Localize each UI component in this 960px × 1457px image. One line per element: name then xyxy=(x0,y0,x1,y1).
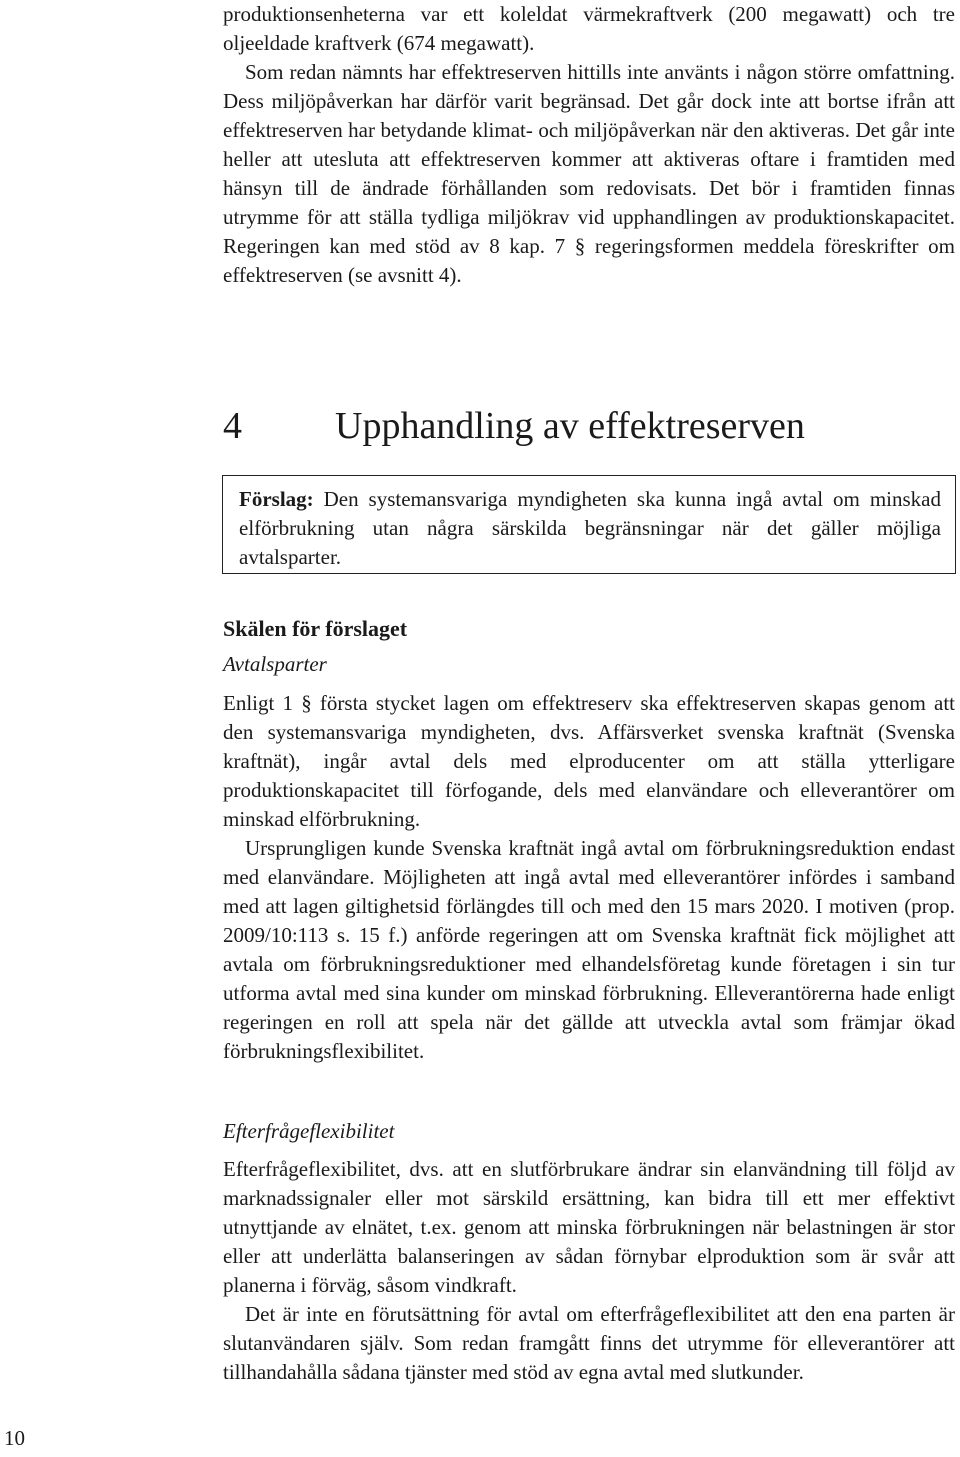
paragraph: Det är inte en förutsättning för avtal om efterfrågeflexibilitet att den ena parten är slutanvändaren själv. Som redan framgått finns det utrymme för elleverantörer att tillhandahålla sådana tjänster med stöd av egna avtal med slutkunder. xyxy=(223,1302,955,1384)
continued-text xyxy=(223,0,955,290)
paragraph: Som redan nämnts har effektreserven hittills inte använts i någon större omfattning. Dess miljöpåverkan har därför varit begränsad. Det går dock inte att bortse ifrån att effektreserven har betydande klimat- och miljöpåverkan när den aktiveras. Det går inte heller att utesluta att effektreserven kommer att aktiveras oftare i framtiden med hänsyn till de ändrade förhållanden som redovisats. Det bör i framtiden finnas utrymme för att ställa tydliga miljökrav vid upphandlingen av produktionskapacitet. Regeringen kan med stöd av 8 kap. 7 § regeringsformen meddela föreskrifter om effektreserven (se avsnitt 4). xyxy=(223,60,955,287)
proposal-body: Den systemansvariga myndigheten ska kunna ingå avtal om minskad elförbrukning utan några särskilda begränsningar när det gäller möjliga avtalsparter. xyxy=(239,487,941,569)
page-number: 10 xyxy=(4,1426,25,1450)
subheading-efterfrageflexibilitet: Efterfrågeflexibilitet xyxy=(223,1119,395,1143)
reasons-heading: Skälen för förslaget xyxy=(223,616,408,641)
section-number: 4 xyxy=(223,405,242,447)
paragraph: Ursprungligen kunde Svenska kraftnät ingå avtal om förbrukningsreduktion endast med elanvändare. Möjligheten att ingå avtal med elleverantörer infördes i samband med att lagen giltighetsid förlängdes till och med den 15 mars 2020. I motiven (prop. 2009/10:113 s. 15 f.) anförde regeringen att om Svenska kraftnät fick möjlighet att avtala om förbrukningsreduktioner med elhandelsföretag kunde företagen i sin tur utforma avtal med sina kunder om minskad förbrukning. Elleverantörerna hade enligt regeringen en roll att spela när det gällde att utveckla avtal som främjar ökad förbrukningsflexibilitet. xyxy=(223,836,955,1063)
paragraph: produktionsenheterna var ett koleldat värmekraftverk (200 megawatt) och tre oljeeldade kraftverk (674 megawatt). xyxy=(223,2,955,55)
section-title: Upphandling av effektreserven xyxy=(335,405,805,447)
proposal-box xyxy=(222,475,956,574)
section-avtalsparter xyxy=(223,689,955,1066)
paragraph: Enligt 1 § första stycket lagen om effektreserv ska effektreserven skapas genom att den systemansvariga myndigheten, dvs. Affärsverket svenska kraftnät (Svenska kraftnät), ingår avtal dels med elproducenter om att ställa ytterligare produktionskapacitet till förfogande, dels med elanvändare och elleverantörer om minskad elförbrukning. xyxy=(223,691,955,831)
section-efterfrageflexibilitet xyxy=(223,1155,955,1387)
paragraph: Efterfrågeflexibilitet, dvs. att en slutförbrukare ändrar sin elanvändning till följd av marknadssignaler eller mot särskild ersättning, kan bidra till ett mer effektivt utnyttjande av elnätet, t.ex. genom att minska förbrukningen när belastningen är stor eller att underlätta balanseringen av sådan förnybar elproduktion som är svår att planerna i förväg, såsom vindkraft. xyxy=(223,1157,955,1297)
section-heading xyxy=(223,402,805,450)
subheading-avtalsparter: Avtalsparter xyxy=(223,652,327,676)
proposal-label: Förslag: xyxy=(239,487,314,511)
proposal-text xyxy=(239,485,941,572)
